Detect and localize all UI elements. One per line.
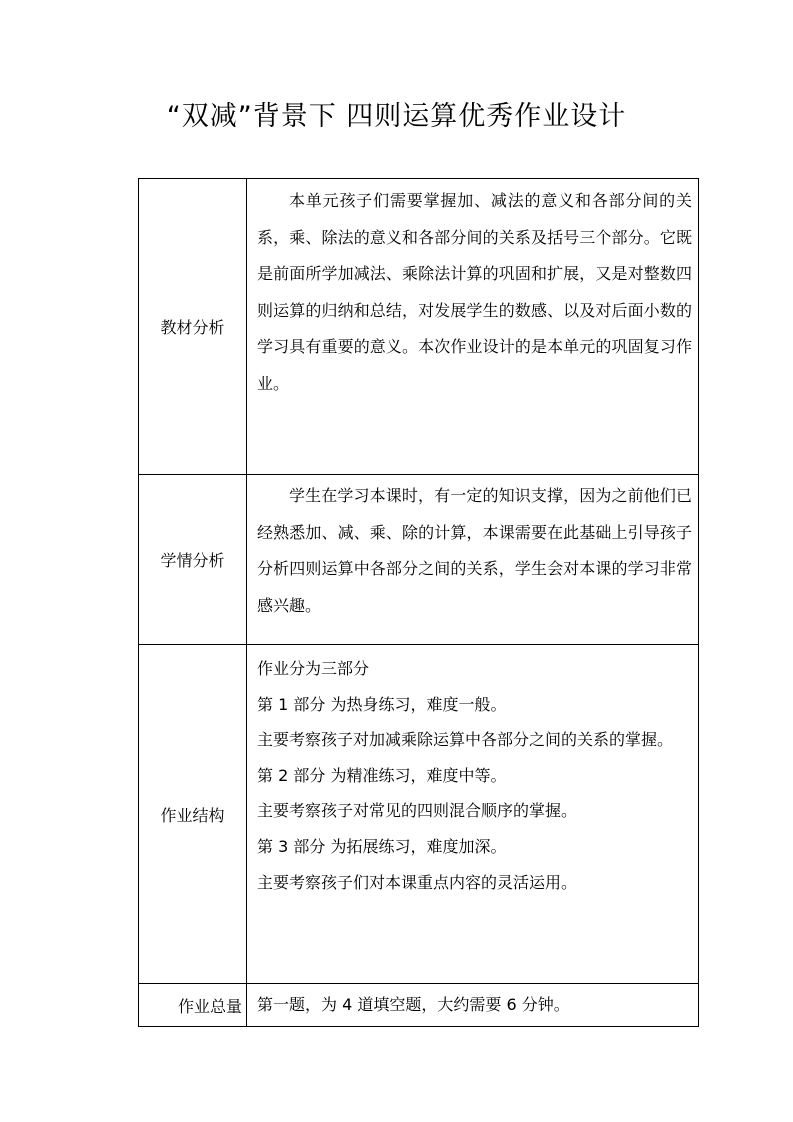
row-content-homework-structure [247, 645, 699, 984]
structure-line: 主要考察孩子对加减乘除运算中各部分之间的关系的掌握。 [257, 730, 674, 750]
row-label-homework-total: 作业总量 [139, 984, 247, 1027]
student-analysis-text: 学生在学习本课时，有一定的知识支撑，因为之前他们已经熟悉加、减、乘、除的计算，本课需要在此基础上引导孩子分析四则运算中各部分之间的关系，学生会对本课的学习非常感兴趣。 [257, 486, 692, 615]
document-title: “双减”背景下 四则运算优秀作业设计 [166, 101, 627, 132]
structure-line: 主要考察孩子对常见的四则混合顺序的掌握。 [257, 801, 578, 821]
design-table [138, 178, 699, 1027]
table-row-homework-structure [139, 645, 699, 984]
row-label-student-analysis: 学情分析 [139, 475, 247, 645]
homework-total-text: 第一题，为 4 道填空题，大约需要 6 分钟。 [257, 995, 570, 1015]
structure-line: 作业分为三部分 [257, 659, 370, 678]
structure-line: 第 2 部分 为精准练习，难度中等。 [257, 765, 507, 785]
row-label-textbook-analysis: 教材分析 [139, 179, 247, 475]
structure-line: 第 1 部分 为热身练习，难度一般。 [257, 694, 507, 714]
table-row-textbook-analysis [139, 179, 699, 475]
row-label-homework-structure: 作业结构 [139, 645, 247, 984]
table-row-homework-total [139, 984, 699, 1027]
structure-line: 第 3 部分 为拓展练习，难度加深。 [257, 836, 507, 856]
table-row-student-analysis [139, 475, 699, 645]
row-content-student-analysis [247, 475, 699, 645]
structure-line: 主要考察孩子们对本课重点内容的灵活运用。 [257, 872, 578, 892]
row-content-homework-total [247, 984, 699, 1027]
textbook-analysis-text: 本单元孩子们需要掌握加、减法的意义和各部分间的关系，乘、除法的意义和各部分间的关系及括号三个部分。它既是前面所学加减法、乘除法计算的巩固和扩展，又是对整数四则运算的归纳和总结，对发展学生的数感、以及对后面小数的学习具有重要的意义。本次作业设计的是本单元的巩固复习作业。 [257, 191, 692, 393]
row-content-textbook-analysis [247, 179, 699, 475]
